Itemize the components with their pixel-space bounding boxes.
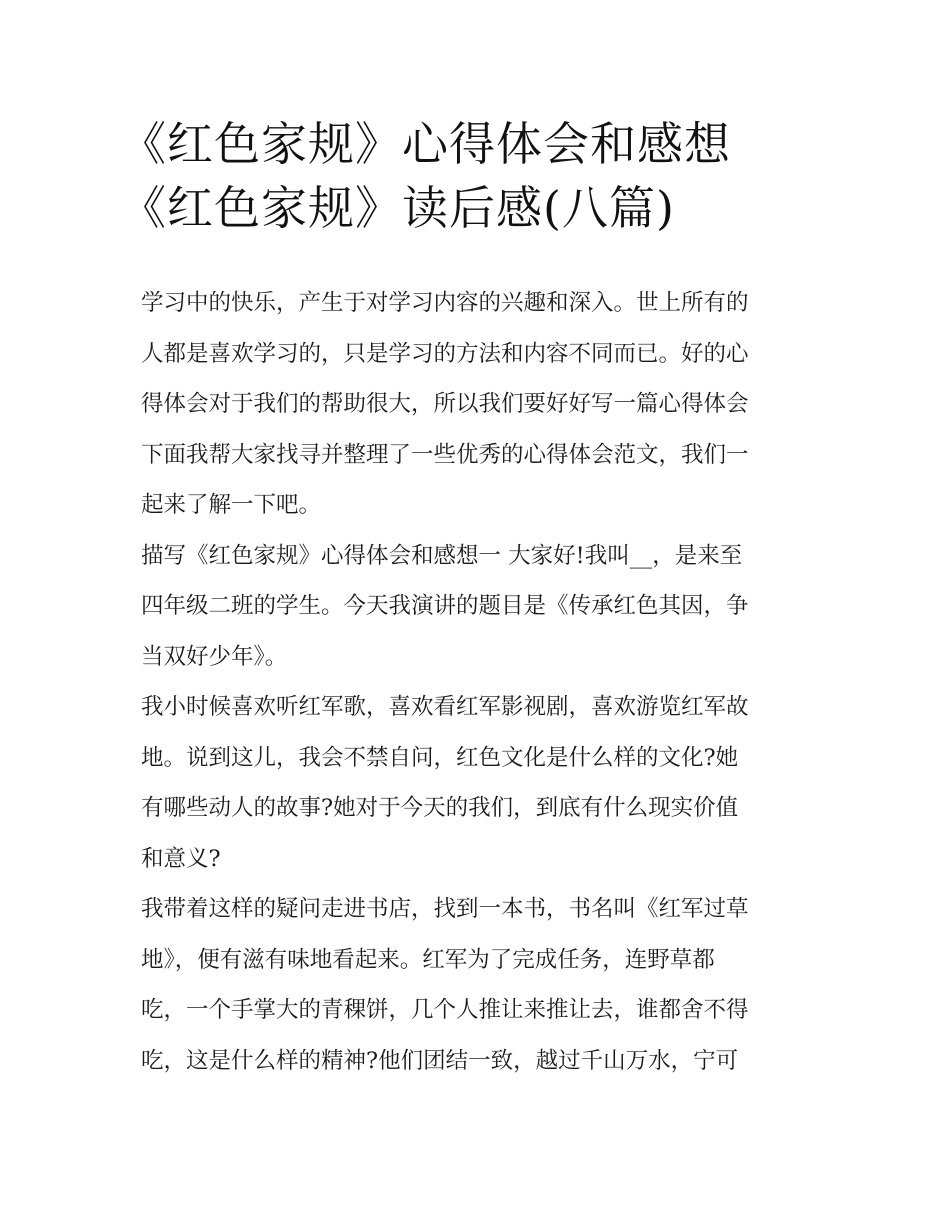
document-title: [120, 112, 840, 240]
body-line: 得体会对于我们的帮助很大，所以我们要好好写一篇心得体会: [141, 391, 749, 417]
title-line-2: 《红色家规》读后感(八篇): [120, 181, 675, 235]
body-line: 地。说到这儿，我会不禁自问，红色文化是什么样的文化?她: [141, 744, 739, 771]
body-line: 四年级二班的学生。今天我演讲的题目是《传承红色其因，争: [141, 593, 749, 619]
body-line: 吃，这是什么样的精神?他们团结一致，越过千山万水，宁可: [141, 1047, 739, 1074]
body-line: 当双好少年》。: [141, 643, 288, 670]
body-line: 下面我帮大家找寻并整理了一些优秀的心得体会范文，我们一: [141, 441, 749, 468]
document-body: [141, 278, 831, 1086]
body-line: 和意义?: [141, 845, 221, 872]
body-line: 起来了解一下吧。: [141, 492, 322, 518]
body-line: 吃，一个手掌大的青稞饼，几个人推让来推让去，谁都舍不得: [141, 997, 749, 1023]
body-line: 有哪些动人的故事?她对于今天的我们，到底有什么现实价值: [141, 795, 739, 821]
body-line: 我带着这样的疑问走进书店，找到一本书，书名叫《红军过草: [141, 896, 749, 922]
body-line: 描写《红色家规》心得体会和感想一 大家好!我叫__，是来至: [141, 542, 743, 569]
body-line: 地》，便有滋有味地看起来。红军为了完成任务，连野草都: [141, 946, 715, 973]
body-line: 学习中的快乐，产生于对学习内容的兴趣和深入。世上所有的: [141, 290, 749, 316]
title-line-1: 《红色家规》心得体会和感想: [120, 117, 731, 171]
body-line: 人都是喜欢学习的，只是学习的方法和内容不同而已。好的心: [141, 340, 749, 367]
body-line: 我小时候喜欢听红军歌，喜欢看红军影视剧，喜欢游览红军故: [141, 694, 749, 720]
